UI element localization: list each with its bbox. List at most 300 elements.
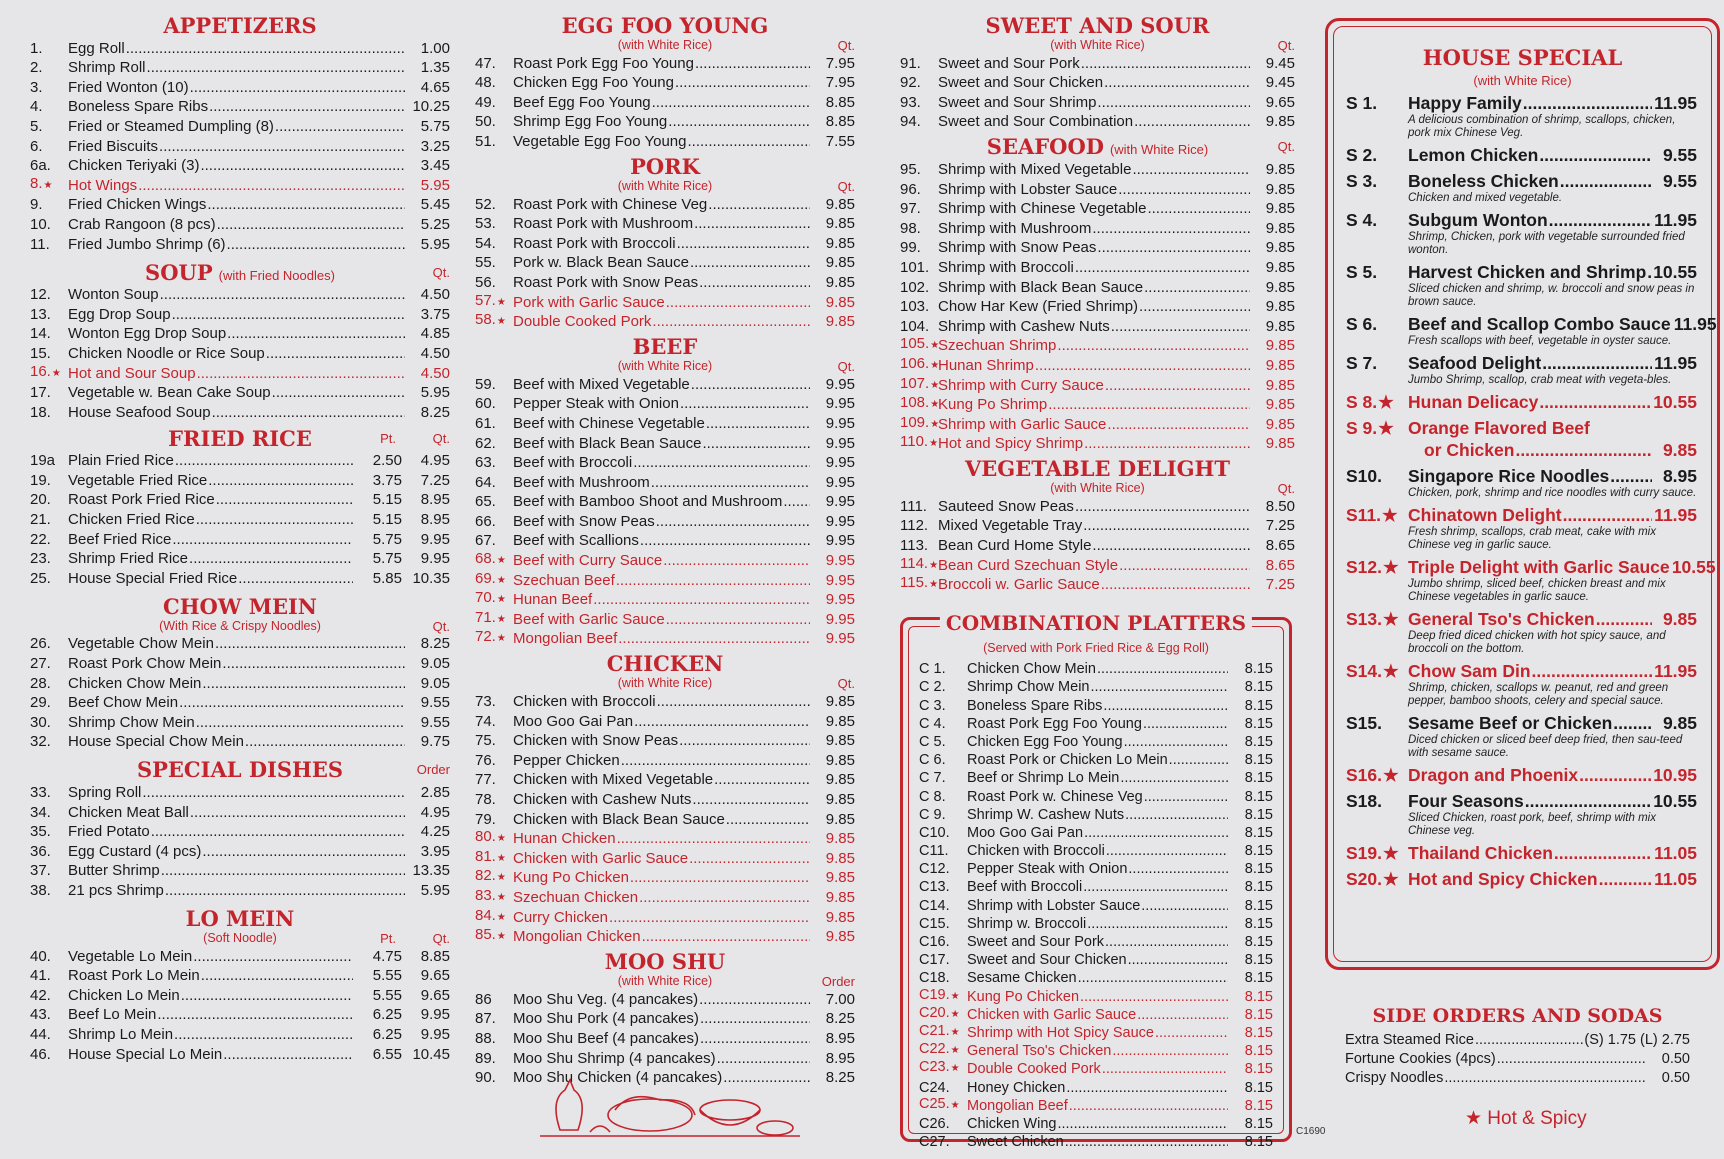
- leader-dots: [692, 790, 810, 809]
- item-number: 87.: [475, 1010, 496, 1028]
- item-price: 4.25: [420, 823, 450, 841]
- item-name: Beef Fried Rice: [68, 530, 172, 548]
- item-number: 4.: [30, 98, 43, 116]
- menu-item: [30, 549, 450, 569]
- item-number: C 8.: [919, 788, 946, 805]
- item-name: Roast Pork Fried Rice: [68, 491, 215, 509]
- menu-item: [475, 609, 855, 629]
- item-price: 8.15: [1244, 733, 1273, 750]
- menu-item: [900, 555, 1295, 575]
- item-price: 4.65: [420, 78, 450, 96]
- item-price: 7.55: [825, 132, 855, 150]
- item-number: 84.★: [475, 906, 506, 924]
- menu-item: [30, 653, 450, 673]
- menu-item: [900, 414, 1295, 434]
- item-name: Kung Po Shrimp: [938, 396, 1048, 414]
- menu-item: [475, 731, 855, 751]
- item-name: Vegetable Egg Foo Young: [513, 132, 687, 150]
- item-name: Thailand Chicken: [1408, 843, 1553, 863]
- leader-dots: [227, 235, 405, 254]
- item-name: House Special Chow Mein: [68, 733, 244, 751]
- menu-item: [900, 575, 1295, 595]
- item-number: C20.★: [919, 1004, 960, 1021]
- item-price: 9.85: [1265, 415, 1295, 433]
- leader-dots: [193, 947, 353, 966]
- section-title: VEGETABLE DELIGHT: [964, 456, 1231, 482]
- item-number: C 6.: [919, 752, 946, 769]
- menu-item: [475, 433, 855, 453]
- item-number: S14.★: [1346, 661, 1399, 681]
- hot-spicy-star-icon: ★: [930, 418, 940, 430]
- item-name: Subgum Wonton: [1408, 210, 1548, 230]
- menu-item: [919, 1115, 1273, 1133]
- item-price: 9.95: [825, 434, 855, 452]
- leader-dots: [702, 434, 810, 453]
- side-orders: [1345, 1005, 1690, 1088]
- hot-spicy-star-icon: ★: [950, 990, 960, 1002]
- leader-dots: [633, 453, 810, 472]
- menu-item: [30, 383, 450, 403]
- item-number: 44.: [30, 1025, 51, 1043]
- item-number: 115.★: [900, 574, 939, 592]
- menu-item: [30, 1044, 450, 1064]
- leader-dots: [1103, 697, 1228, 715]
- menu-item: [30, 38, 450, 58]
- item-price: 9.85: [825, 732, 855, 750]
- item-price: 9.95: [825, 630, 855, 648]
- moo-shu-header: [475, 949, 855, 974]
- leader-dots: [1102, 1060, 1228, 1078]
- item-price: 8.15: [1244, 752, 1273, 769]
- menu-item: [30, 966, 450, 986]
- item-name: Roast Pork with Snow Peas: [513, 273, 699, 291]
- pint-price: 2.50: [372, 452, 402, 470]
- leader-dots: [657, 692, 810, 711]
- item-number: C 4.: [919, 715, 946, 732]
- menu-item: [475, 570, 855, 590]
- section-title: CHICKEN: [606, 651, 724, 677]
- item-price: 9.85: [1265, 298, 1295, 316]
- item-name: Fried or Steamed Dumpling (8): [68, 117, 274, 135]
- item-number: 33.: [30, 784, 51, 801]
- item-name: Butter Shrimp: [68, 862, 160, 880]
- house-special-item: [1346, 868, 1697, 890]
- item-name: Sweet and Sour Chicken: [938, 74, 1104, 92]
- leader-dots: [699, 273, 810, 292]
- item-price: 9.85: [825, 693, 855, 711]
- house-special-item: [1346, 391, 1697, 413]
- item-price: 8.15: [1244, 970, 1273, 987]
- leader-dots: [1515, 440, 1652, 461]
- item-name: Beef with Broccoli: [513, 454, 633, 472]
- beef-sub: (with White Rice) Qt.: [617, 359, 855, 375]
- item-price: 9.85: [825, 928, 855, 946]
- item-description: Shrimp, chicken, scallops w. peanut, red and green pepper, bamboo shoots, celery and special sauce.: [1408, 682, 1669, 707]
- leader-dots: [1107, 415, 1250, 434]
- item-price: 9.85: [825, 195, 855, 213]
- item-number: 14.: [30, 325, 51, 343]
- item-number: 6a.: [30, 157, 51, 175]
- item-price: 9.85: [1265, 278, 1295, 296]
- menu-item: [475, 691, 855, 711]
- house-special-row: [1346, 313, 1717, 335]
- house-special-item: [1346, 764, 1697, 786]
- leader-dots: [1084, 434, 1250, 453]
- menu-item: [30, 175, 450, 195]
- item-name: Chicken with Garlic Sauce: [967, 1006, 1137, 1023]
- item-number: C23.★: [919, 1059, 960, 1076]
- item-number: 86: [475, 990, 492, 1008]
- side-order-item: [1345, 1050, 1690, 1069]
- item-number: 102.: [900, 278, 930, 296]
- soup-header: [30, 260, 450, 285]
- item-price: 8.25: [420, 635, 450, 653]
- item-price: 9.85: [825, 849, 855, 867]
- hot-spicy-star-icon: ★: [496, 633, 506, 645]
- leader-dots: [1084, 824, 1228, 842]
- house-special-item: [1346, 465, 1697, 500]
- house-special-row: [1346, 391, 1697, 413]
- item-price: 8.15: [1244, 661, 1273, 678]
- item-name: Shrimp with Broccoli: [938, 258, 1074, 276]
- item-name: Shrimp with Mixed Vegetable: [938, 160, 1132, 178]
- leader-dots: [656, 512, 810, 531]
- leader-dots: [1112, 1042, 1228, 1060]
- combination-platters-box: [900, 611, 1292, 1151]
- item-name: Orange Flavored Beef: [1408, 418, 1590, 438]
- quart-price: 7.25: [420, 471, 450, 489]
- item-name: Boneless Chicken: [1408, 171, 1559, 191]
- item-description: Chicken and mixed vegetable.: [1408, 192, 1563, 204]
- item-description: Sliced Chicken, roast pork, beef, shrimp with mix Chinese veg.: [1408, 812, 1656, 837]
- menu-item: [475, 312, 855, 332]
- item-price: 9.95: [825, 571, 855, 589]
- item-number: C 7.: [919, 770, 946, 787]
- menu-item: [900, 53, 1295, 73]
- item-number: 104.: [900, 317, 930, 335]
- item-number: C22.★: [919, 1041, 960, 1058]
- menu-item: [900, 434, 1295, 454]
- item-name: Pepper Chicken: [513, 751, 620, 769]
- fried-rice-list: [30, 451, 450, 588]
- house-special-item: [1346, 608, 1697, 656]
- menu-item: [475, 590, 855, 610]
- sweet-and-sour-header: [900, 13, 1295, 38]
- menu-item: [919, 1133, 1273, 1151]
- item-name: Moo Shu Chicken (4 pancakes): [513, 1069, 723, 1087]
- item-price: 5.95: [420, 176, 450, 194]
- leader-dots: [1525, 791, 1652, 812]
- house-special-item: [1346, 209, 1697, 257]
- item-number: 52.: [475, 195, 496, 213]
- menu-item: [30, 634, 450, 654]
- item-number: S 3.: [1346, 171, 1378, 191]
- quart-price: 9.95: [420, 1006, 450, 1024]
- item-name: Broccoli w. Garlic Sauce: [938, 576, 1100, 594]
- item-number: C10.: [919, 824, 950, 841]
- item-price: 9.85: [1265, 396, 1295, 414]
- hot-spicy-star-icon: ★: [1383, 843, 1399, 863]
- item-name: Vegetable Lo Mein: [68, 947, 193, 965]
- item-name: Shrimp with Lobster Sauce: [967, 897, 1141, 914]
- leader-dots: [630, 868, 810, 887]
- item-name: Hunan Delicacy: [1408, 392, 1539, 412]
- item-price: 7.95: [825, 54, 855, 72]
- leader-dots: [212, 403, 405, 422]
- item-name: Shrimp w. Broccoli: [967, 915, 1087, 932]
- item-name: Shrimp with Curry Sauce: [938, 376, 1104, 394]
- item-name: Beef with Garlic Sauce: [513, 610, 665, 628]
- leader-dots: [700, 1029, 810, 1048]
- house-special-row: [1346, 439, 1697, 461]
- item-price: 2.85: [420, 784, 450, 801]
- menu-item: [900, 516, 1295, 536]
- item-number: 29.: [30, 694, 51, 712]
- menu-item: [30, 195, 450, 215]
- menu-item: [475, 272, 855, 292]
- leader-dots: [1144, 788, 1228, 806]
- item-number: C24.: [919, 1079, 950, 1096]
- item-price: 9.85: [825, 313, 855, 331]
- leader-dots: [666, 293, 810, 312]
- leader-dots: [1097, 93, 1250, 112]
- item-price: 8.15: [1244, 679, 1273, 696]
- item-number: 49.: [475, 93, 496, 111]
- item-number: 43.: [30, 1006, 51, 1024]
- item-number: 95.: [900, 160, 921, 178]
- item-price: 4.50: [420, 364, 450, 382]
- item-name: Boneless Spare Ribs: [68, 98, 209, 116]
- leader-dots: [694, 214, 810, 233]
- house-special-item: [1346, 712, 1697, 760]
- item-number: 72.★: [475, 628, 506, 646]
- section-title: MOO SHU: [604, 949, 726, 975]
- menu-item: [30, 136, 450, 156]
- leader-dots: [609, 908, 810, 927]
- menu-item: [900, 355, 1295, 375]
- hot-spicy-star-icon: ★: [496, 852, 506, 864]
- house-special-row: [1346, 92, 1697, 114]
- menu-item: [900, 238, 1295, 258]
- house-special-row: [1346, 790, 1697, 812]
- section-title: LO MEIN: [185, 905, 295, 931]
- menu-item: [919, 1078, 1273, 1096]
- menu-item: [30, 451, 450, 471]
- item-name: Hot and Sour Soup: [68, 364, 196, 382]
- item-price: 8.65: [1265, 556, 1295, 574]
- item-name: Shrimp with Chinese Vegetable: [938, 200, 1147, 218]
- item-number: 17.: [30, 384, 51, 402]
- item-number: 94.: [900, 113, 921, 131]
- item-name: Shrimp with Hot Spicy Sauce: [967, 1024, 1154, 1041]
- item-name: Beef with Mixed Vegetable: [513, 375, 690, 393]
- item-price: 9.85: [1662, 609, 1697, 629]
- leader-dots: [196, 713, 405, 732]
- item-name: Mixed Vegetable Tray: [938, 517, 1083, 535]
- item-number: 34.: [30, 803, 51, 821]
- item-description: Deep fried diced chicken with hot spicy sauce, and broccoli on the bottom.: [1408, 630, 1666, 655]
- menu-item: [30, 77, 450, 97]
- item-number: 32.: [30, 733, 51, 751]
- item-price: 5.95: [420, 235, 450, 253]
- hot-spicy-star-icon: ★: [51, 367, 61, 379]
- menu-item: [475, 472, 855, 492]
- item-price: 9.85: [825, 712, 855, 730]
- leader-dots: [1119, 556, 1250, 575]
- item-number: 12.: [30, 286, 51, 304]
- item-number: 68.★: [475, 550, 506, 568]
- hot-spicy-star-icon: ★: [930, 379, 940, 391]
- item-name: Crispy Noodles: [1345, 1070, 1444, 1086]
- house-special-inner-border: [1333, 26, 1717, 962]
- hot-spicy-star-icon: ★: [496, 316, 506, 328]
- menu-item: [475, 394, 855, 414]
- menu-item: [919, 733, 1273, 751]
- item-price: 9.65: [1265, 93, 1295, 111]
- item-number: 108.★: [900, 394, 940, 412]
- item-name: Roast Pork Egg Foo Young: [967, 715, 1142, 732]
- leader-dots: [179, 693, 405, 712]
- leader-dots: [1092, 219, 1250, 238]
- section-title: BEEF: [632, 334, 698, 360]
- item-price: 9.85: [1662, 440, 1697, 460]
- item-name: Roast Pork Egg Foo Young: [513, 54, 694, 72]
- leader-dots: [1539, 392, 1652, 413]
- item-description: Chicken, pork, shrimp and rice noodles with curry sauce.: [1408, 487, 1697, 499]
- item-number: 37.: [30, 862, 51, 880]
- item-number: 57.★: [475, 291, 506, 309]
- menu-item: [30, 822, 450, 842]
- item-name: Shrimp with Black Bean Sauce: [938, 278, 1144, 296]
- menu-item: [475, 92, 855, 112]
- item-price: 8.95: [1662, 466, 1697, 486]
- leader-dots: [172, 530, 353, 549]
- menu-item: [919, 1060, 1273, 1078]
- menu-item: [30, 97, 450, 117]
- leader-dots: [1083, 878, 1228, 896]
- item-price: 5.95: [420, 881, 450, 899]
- leader-dots: [1532, 661, 1652, 682]
- chicken-list: [475, 691, 855, 946]
- egg-foo-young-header: [475, 13, 855, 38]
- house-special-item: [1346, 170, 1697, 205]
- item-number: 88.: [475, 1029, 496, 1047]
- item-price: 4.50: [420, 286, 450, 304]
- item-number: 99.: [900, 239, 921, 257]
- menu-item: [30, 880, 450, 900]
- hot-spicy-star-icon: ★: [950, 1099, 960, 1111]
- pint-price: 3.75: [372, 471, 402, 489]
- quart-price: 10.35: [412, 569, 450, 587]
- item-name: Chicken with Black Bean Sauce: [513, 810, 725, 828]
- side-order-item: [1345, 1069, 1690, 1088]
- item-name: Chicken Chow Mein: [967, 661, 1096, 678]
- menu-item: [919, 1042, 1273, 1060]
- item-number: 114.★: [900, 554, 939, 572]
- print-code: C1690: [1296, 1126, 1326, 1137]
- item-price: 9.85: [1265, 239, 1295, 257]
- item-price: 5.45: [420, 196, 450, 214]
- item-name: Beef or Shrimp Lo Mein: [967, 770, 1120, 787]
- menu-item: [30, 304, 450, 324]
- item-number: C21.★: [919, 1022, 960, 1039]
- leader-dots: [1105, 376, 1250, 395]
- item-number: 93.: [900, 93, 921, 111]
- item-number: C15.: [919, 915, 950, 932]
- item-price: (S) 1.75 (L) 2.75: [1584, 1032, 1690, 1048]
- fried-rice-header: [30, 426, 450, 451]
- chow-mein-header: [30, 594, 450, 619]
- item-price: 9.95: [825, 454, 855, 472]
- item-name: Sesame Chicken: [967, 970, 1077, 987]
- item-price: 8.85: [825, 93, 855, 111]
- item-price: 4.85: [420, 325, 450, 343]
- leader-dots: [618, 629, 810, 648]
- hot-spicy-star-icon: ★: [43, 179, 53, 191]
- leader-dots: [679, 731, 810, 750]
- quart-price: 9.65: [420, 967, 450, 985]
- item-number: 1.: [30, 39, 43, 57]
- house-special-row: [1346, 712, 1697, 734]
- combination-title: COMBINATION PLATTERS: [940, 611, 1252, 635]
- item-number: 46.: [30, 1045, 51, 1063]
- item-name: Pepper Steak with Onion: [513, 395, 679, 413]
- quart-price: 9.95: [420, 530, 450, 548]
- item-number: 26.: [30, 635, 51, 653]
- house-special-item: [1346, 790, 1697, 838]
- section-title: FRIED RICE: [168, 425, 312, 451]
- leader-dots: [675, 73, 810, 92]
- house-special-row: [1346, 465, 1697, 487]
- item-number: 65.: [475, 493, 496, 511]
- menu-item: [919, 696, 1273, 714]
- leader-dots: [1075, 258, 1250, 277]
- item-name: Hot Wings: [68, 176, 138, 194]
- qt-header: Qt.: [432, 430, 450, 446]
- item-price: 8.15: [1244, 1061, 1273, 1078]
- item-name: Extra Steamed Rice: [1345, 1032, 1474, 1048]
- item-name: Lemon Chicken: [1408, 145, 1539, 165]
- item-price: 8.15: [1244, 879, 1273, 896]
- hot-spicy-star-icon: ★: [496, 574, 506, 586]
- item-name: 21 pcs Shrimp: [68, 881, 164, 899]
- item-name: Moo Shu Beef (4 pancakes): [513, 1029, 699, 1047]
- item-name: Beef with Bamboo Shoot and Mushroom: [513, 493, 783, 511]
- item-name: Chicken Lo Mein: [68, 986, 180, 1004]
- menu-item: [919, 678, 1273, 696]
- item-name: Shrimp with Lobster Sauce: [938, 180, 1118, 198]
- menu-item: [900, 112, 1295, 132]
- menu-item: [919, 751, 1273, 769]
- leader-dots: [1128, 860, 1228, 878]
- item-price: 9.85: [1265, 113, 1295, 131]
- sweet-and-sour-sub: (with White Rice) Qt.: [1050, 38, 1295, 53]
- leader-dots: [691, 375, 810, 394]
- leader-dots: [172, 305, 405, 324]
- item-price: 11.95: [1654, 353, 1697, 373]
- item-number: 42.: [30, 986, 51, 1004]
- menu-column-2: [475, 10, 855, 1087]
- menu-item: [475, 453, 855, 473]
- leader-dots: [699, 990, 810, 1009]
- menu-item: [30, 712, 450, 732]
- hot-spicy-star-icon: ★: [1383, 869, 1399, 889]
- item-name: Kung Po Chicken: [513, 869, 629, 887]
- leader-dots: [668, 112, 810, 131]
- item-name: Mongolian Beef: [967, 1097, 1068, 1114]
- item-name: Szechuan Chicken: [513, 888, 639, 906]
- leader-dots: [1563, 505, 1652, 526]
